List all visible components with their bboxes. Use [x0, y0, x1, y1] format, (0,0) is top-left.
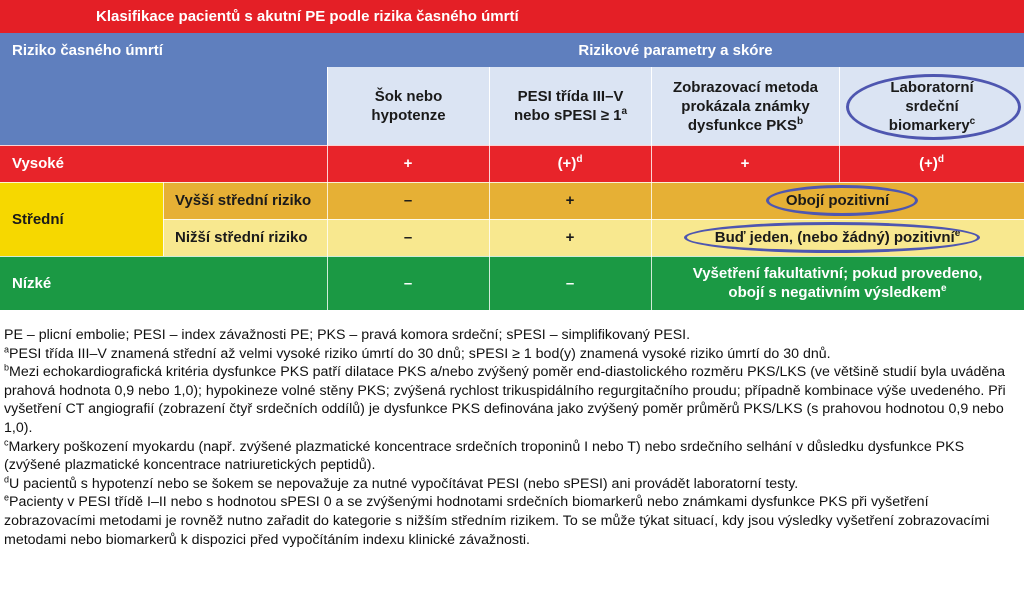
grid-line [0, 256, 1024, 257]
row-high-biomarkers-value: (+) [919, 155, 938, 172]
row-low-label: Nízké [0, 256, 327, 310]
row-mid-low-label: Nižší střední riziko [163, 219, 327, 256]
row-mid-low-combined-text: Buď jeden, (nebo žádný) pozitivní [714, 229, 955, 246]
highlight-ellipse-one-positive [684, 222, 980, 253]
highlight-ellipse-biomarkers [846, 74, 1021, 140]
footnote-c-marker: c [969, 115, 976, 127]
highlight-ellipse-both-positive [766, 185, 918, 216]
header-parameters-label: Rizikové parametry a skóre [327, 33, 1024, 67]
grid-line [0, 182, 1024, 183]
header-col-imaging [651, 67, 839, 145]
footnote-d-marker-2: d [937, 154, 944, 165]
row-high-biomarkers [839, 145, 1024, 182]
header-col-biomarkers-text: Laboratorní srdeční biomarkery [888, 78, 974, 134]
row-high-pesi [489, 145, 651, 182]
grid-line [0, 145, 1024, 146]
grid-line [489, 145, 490, 310]
footnote-b: $^b$Mezi echokardiografická kritéria dysfunkce PKS patří dilatace PKS a/nebo zvýšený poměr end-diastolického rozměru PKS/LKS (ve většině studií byla uváděna prahová hodnota 0,9 nebo 1,0); hypokineze volné stěny PKS; zvýšená rychlost trikuspidálního regurgitačního proudu; případně kombinace výše uvedeného. Při vyšetření CT angiografií (zobrazení čtyř srdečních oddílů) je dysfunkce PKS definována jako zvýšený poměr průměrů PKS/LKS (s prahovou hodnotou 0,9 nebo 1,0). [4, 362, 1006, 436]
footnote-d-marker: d [576, 154, 583, 165]
header-col-shock-text: Šok nebo hypotenze [371, 88, 446, 124]
row-mid-high-shock: – [327, 182, 489, 219]
footnote-e: $^e$Pacienty v PESI třídě I–II nebo s hodnotou sPESI 0 a se zvýšenými hodnotami srdečních biomarkerů nebo známkami dysfunkce PKS při vyšetření zobrazovacími metodami je rovněž nutno zařadit do kategorie s nižším středním rizikem. To se může týkat situací, kdy jsou výsledky vyšetření zobrazovacími metodami nebo biomarkerů k dispozici před vypočítáním indexu klinické závažnosti. [4, 492, 990, 548]
header-col-pesi [489, 67, 651, 145]
row-low-combined-line1: Vyšetření fakultativní; pokud provedeno, [692, 265, 983, 282]
footnote-abbreviations: PE – plicní embolie; PESI – index závažnosti PE; PKS – pravá komora srdeční; sPESI – simplifikovaný PESI. [4, 327, 691, 343]
row-low-shock: – [327, 256, 489, 310]
footnote-a-marker: a [621, 106, 627, 117]
footnote-e-marker: e [954, 228, 961, 239]
row-mid-high-combined-text: Obojí pozitivní [785, 192, 890, 209]
row-high-label: Vysoké [0, 145, 327, 182]
header-col-imaging-text: Zobrazovací metoda prokázala známky dysfunkce PKS [672, 78, 819, 134]
footnote-b-marker: b [797, 115, 804, 127]
row-mid-high-label: Vyšší střední riziko [163, 182, 327, 219]
row-low-pesi: – [489, 256, 651, 310]
footnote-c: $^c$Markery poškození myokardu (např. zvýšené plazmatické koncentrace srdečních troponinů I nebo T) nebo srdečního selhání v důsledku dysfunkce PKS (zvýšené plazmatické koncentrace natriuretických peptidů). [4, 436, 965, 474]
row-mid-low-pesi: + [489, 219, 651, 256]
header-risk-label: Riziko časného úmrtí [0, 33, 327, 165]
footnote-a: $^a$PESI třída III–V znamená střední až velmi vysoké riziko úmrtí do 30 dnů; sPESI ≥ 1 bod(y) znamená vysoké riziko úmrtí do 30 dnů. [4, 343, 831, 362]
row-low-combined [651, 256, 1024, 310]
header-col-pesi-text: PESI třída III–V nebo sPESI ≥ 1 [514, 88, 624, 124]
header-col-shock [327, 67, 489, 145]
footnote-e-marker-2: e [941, 283, 947, 294]
row-low-combined-line2: obojí s negativním výsledkem [728, 284, 941, 301]
table-title: Klasifikace pacientů s akutní PE podle rizika časného úmrtí [0, 0, 1024, 33]
row-mid-label: Střední [0, 182, 163, 256]
row-high-shock: + [327, 145, 489, 182]
grid-line [651, 145, 652, 310]
row-mid-low-shock: – [327, 219, 489, 256]
row-high-imaging: + [651, 145, 839, 182]
row-mid-high-pesi: + [489, 182, 651, 219]
footnotes [4, 326, 1020, 549]
footnote-d: $^d$U pacientů s hypotenzí nebo se šokem se nepovažuje za nutné vypočítávat PESI (nebo sPESI) ani provádět laboratorní testy. [4, 474, 799, 492]
grid-line [163, 219, 1024, 220]
grid-line [839, 145, 840, 182]
row-high-pesi-value: (+) [557, 155, 577, 172]
grid-line [327, 145, 328, 310]
